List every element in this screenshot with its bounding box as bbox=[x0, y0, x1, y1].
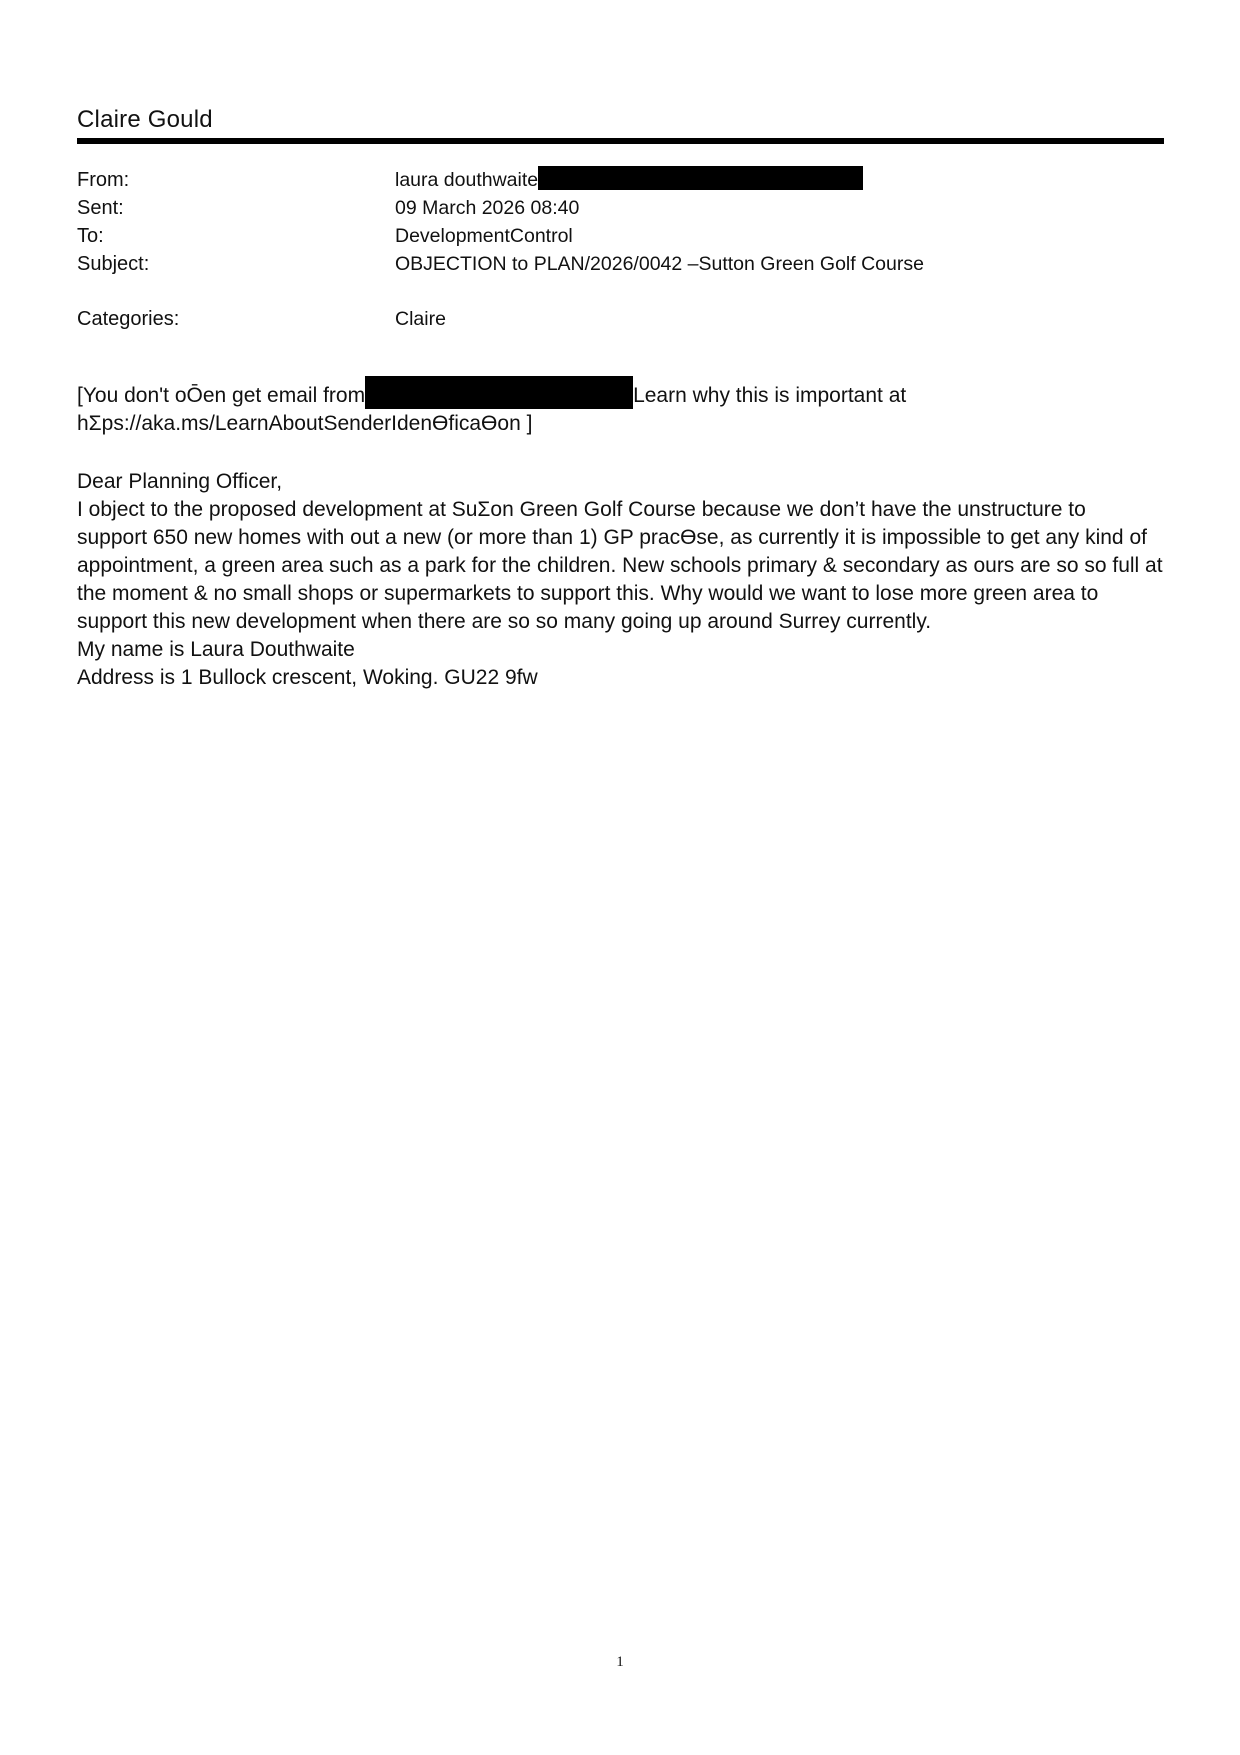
subject-value: OBJECTION to PLAN/2026/0042 –Sutton Green Golf Course bbox=[395, 253, 924, 275]
body-line: Dear Planning Officer, bbox=[77, 470, 283, 493]
email-body bbox=[77, 468, 1167, 692]
sent-row bbox=[77, 194, 1164, 222]
body-line: support 650 new homes with out a new (or more than 1) GP pracϴse, as currently it is impossible to get any kind of bbox=[77, 526, 1147, 549]
header-divider bbox=[77, 138, 1164, 144]
sent-label: Sent: bbox=[77, 197, 124, 219]
subject-row bbox=[77, 250, 1164, 278]
mailbox-owner-name: Claire Gould bbox=[77, 106, 213, 133]
banner-text-before: [You don't oŌen get email from bbox=[77, 384, 366, 407]
email-header-fields bbox=[77, 166, 1164, 333]
redacted-email-address bbox=[538, 166, 863, 190]
from-label: From: bbox=[77, 169, 130, 191]
body-line: My name is Laura Douthwaite bbox=[77, 638, 355, 661]
body-line: appointment, a green area such as a park for the children. New schools primary & secondary as ours are so so full at bbox=[77, 554, 1163, 577]
body-line: I object to the proposed development at SuΣon Green Golf Course because we don’t have the unstructure to bbox=[77, 498, 1086, 521]
subject-label: Subject: bbox=[77, 253, 150, 275]
banner-text-after: Learn why this is important at bbox=[633, 384, 907, 407]
body-line: support this new development when there are so so many going up around Surrey currently. bbox=[77, 610, 932, 633]
redacted-sender-address bbox=[365, 376, 633, 409]
from-row bbox=[77, 166, 1164, 194]
to-value: DevelopmentControl bbox=[395, 225, 573, 247]
body-line: Address is 1 Bullock crescent, Woking. GU22 9fw bbox=[77, 666, 538, 689]
external-sender-banner bbox=[77, 382, 1164, 438]
categories-label: Categories: bbox=[77, 308, 180, 330]
to-row bbox=[77, 222, 1164, 250]
body-line: the moment & no small shops or supermarkets to support this. Why would we want to lose more green area to bbox=[77, 582, 1099, 605]
from-sender-name: laura douthwaite bbox=[395, 169, 539, 191]
banner-line-1 bbox=[77, 382, 1164, 410]
from-value bbox=[395, 166, 863, 194]
banner-line-2: hΣps://aka.ms/LearnAboutSenderIdenϴficaϴon ] bbox=[77, 412, 533, 435]
categories-row bbox=[77, 305, 1164, 333]
sent-value: 09 March 2026 08:40 bbox=[395, 197, 580, 219]
categories-value: Claire bbox=[395, 308, 446, 330]
page-number: 1 bbox=[616, 1654, 624, 1670]
to-label: To: bbox=[77, 225, 104, 247]
